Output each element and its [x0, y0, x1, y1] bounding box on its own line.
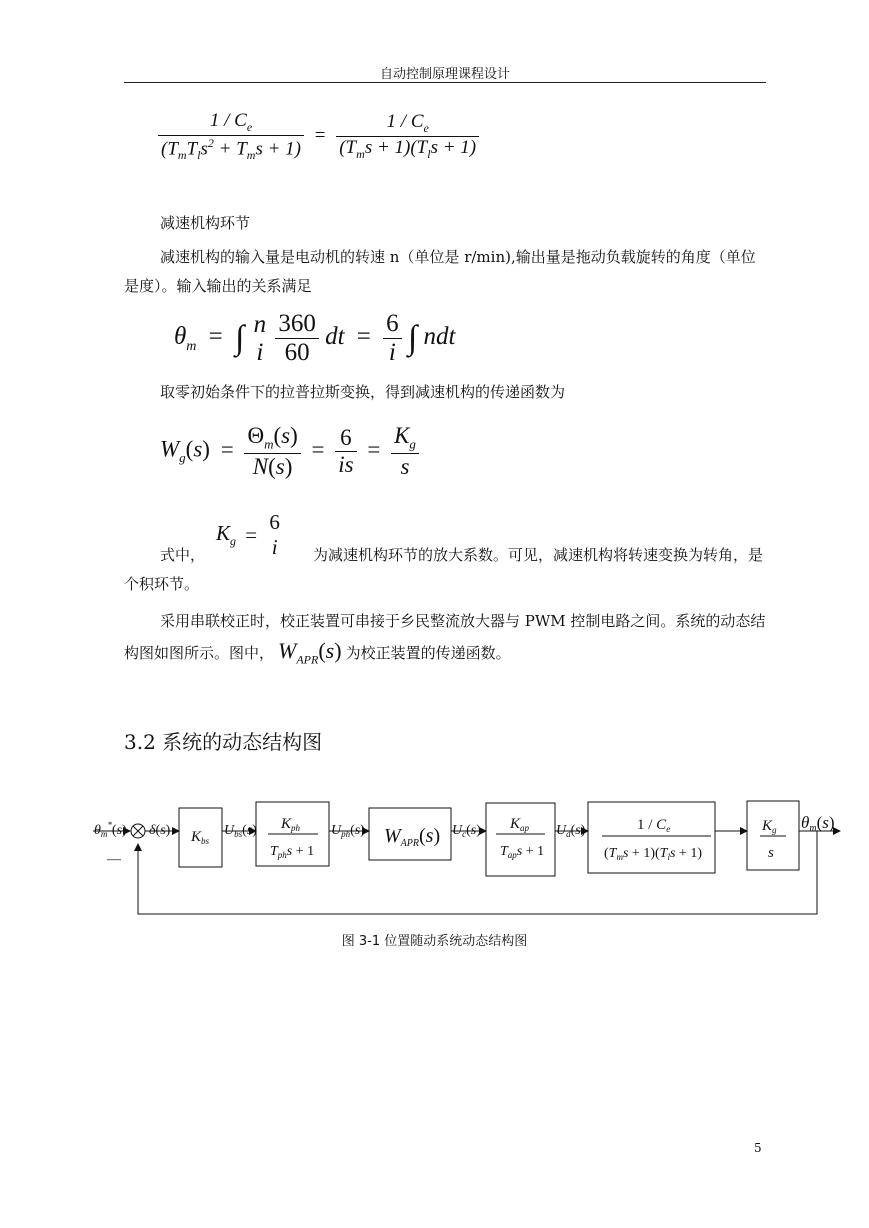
block-wapr-label: $W_{APR}(s)$: [384, 825, 441, 849]
block-kph-den: $T_{ph}s + 1$: [270, 844, 315, 860]
page-number: 5: [754, 1141, 762, 1155]
label-ubs: $U_{bs}(s)$: [224, 823, 257, 839]
section-heading: 3.2 系统的动态结构图: [124, 730, 323, 754]
block-diagram: [0, 790, 869, 925]
label-uc: $U_c(s)$: [452, 823, 481, 839]
block-kph-num: $K_{ph}$: [281, 816, 301, 833]
paragraph-laplace: 取零初始条件下的拉普拉斯变换，得到减速机构的传递函数为: [160, 383, 566, 401]
subsection-title: 减速机构环节: [160, 214, 251, 232]
equation-integral: $\theta_m$ = ∫ n i $\frac{360}{60}$ dt = $\frac{6}{i}$ ∫ ndt: [174, 310, 456, 366]
block-kg-num: $K_g$: [762, 818, 777, 835]
label-output: θm(s): [801, 813, 835, 834]
equation-kg: $K_g$ = 6 i: [216, 510, 280, 559]
paragraph-reducer-io: 减速机构的输入量是电动机的转速 n（单位是 r/min),输出量是拖动负载旋转的角度（单位是度）。输入输出的关系满足: [124, 248, 756, 295]
block-kap-num: $K_{ap}$: [510, 816, 530, 833]
label-minus: —: [107, 852, 121, 867]
block-kg-den: s: [768, 845, 774, 861]
page-header: 自动控制原理课程设计: [379, 67, 510, 82]
figure-caption: 图 3-1 位置随动系统动态结构图: [341, 934, 528, 949]
label-ud: $U_d(s)$: [556, 823, 586, 839]
symbol-wapr: $W_{APR}(s)$: [278, 638, 342, 667]
paragraph-compensation-suffix: 为校正装置的传递函数。: [345, 644, 511, 662]
label-input: $\theta_m^*(s)$: [94, 820, 127, 839]
label-error: δ(s): [149, 823, 171, 838]
equation-motor-rhs: $\frac{1 / C_e}{(T_ms + 1)(T_ls + 1)}$: [336, 111, 479, 162]
block-kbs-label: $K_{bs}$: [191, 829, 210, 846]
header-rule: [124, 82, 766, 83]
block-motor: [588, 802, 715, 873]
equation-motor-lhs: $\frac{1 / C_e}{(T_mT_ls^2 + T_ms + 1)}$: [158, 110, 304, 163]
block-motor-den: $(T_ms + 1)(T_ls + 1)$: [604, 846, 702, 862]
paragraph-kg-prefix: 式中，: [160, 546, 206, 564]
label-uph: $U_{ph}(s)$: [331, 823, 365, 839]
paragraph-compensation-text: 采用串联校正时，校正装置可串接于乡民整流放大器与 PWM 控制电路之间。系统的动态结构图如图所示。图中，: [124, 612, 766, 662]
block-kap: [486, 803, 555, 876]
paragraph-kg: [124, 541, 769, 599]
paragraph-compensation: [124, 607, 769, 674]
block-motor-num: $1 / C_e$: [637, 817, 671, 834]
block-kap-den: $T_{ap}s + 1$: [500, 844, 545, 860]
paragraph-kg-text: 为减速机构环节的放大系数。可见，减速机构将转速变换为转角，是个积环节。: [124, 546, 764, 593]
equation-wg: $W_g(s)$ = $\frac{\Theta_m(s)}{N(s)}$ = $\frac{6}{is}$ = $\frac{K_g}{s}$: [160, 423, 419, 480]
equation-motor: $\frac{1 / C_e}{(T_mT_ls^2 + T_ms + 1)}$ = $\frac{1 / C_e}{(T_ms + 1)(T_ls + 1)}$: [158, 110, 479, 163]
